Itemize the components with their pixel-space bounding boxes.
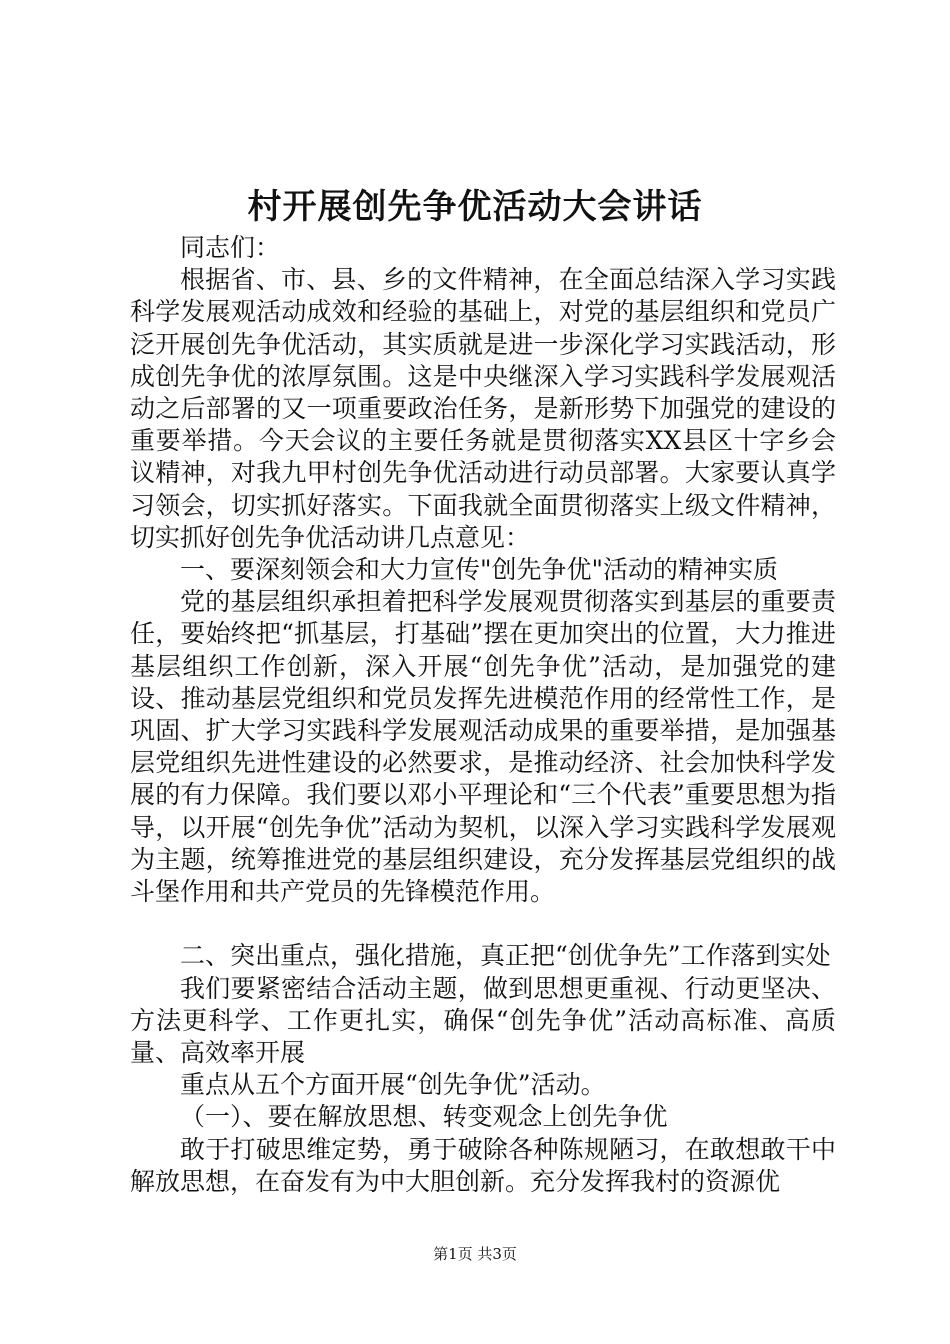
paragraph-five-aspects: 重点从五个方面开展“创先争优”活动。 — [180, 1070, 606, 1100]
greeting: 同志们： — [180, 233, 281, 262]
section-heading-1: 一、要深刻领会和大力宣传"创先争优"活动的精神实质 — [180, 555, 779, 585]
paragraph-section-2: 我们要紧密结合活动主题，做到思想更重视、行动更坚决、方法更科学、工作更扎实，确保“创先争优”活动高标准、高质量、高效率开展 — [130, 973, 836, 1068]
page-number-footer: 第1页 共3页 — [433, 1245, 517, 1263]
paragraph-subsection-1: 敢于打破思维定势，勇于破除各种陈规陋习，在敢想敢干中解放思想，在奋发有为中大胆创新。充分发挥我村的资源优 — [130, 1134, 836, 1196]
document-title: 村开展创先争优活动大会讲话 — [247, 187, 703, 227]
subsection-heading-1: （一）、要在解放思想、转变观念上创先争优 — [180, 1102, 668, 1132]
paragraph-section-1: 党的基层组织承担着把科学发展观贯彻落实到基层的重要责任，要始终把“抓基层，打基础”摆在更加突出的位置，大力推进基层组织工作创新，深入开展“创先争优”活动，是加强党的建设、推动基层党组织和党员发挥先进模范作用的经常性工作，是巩固、扩大学习实践科学发展观活动成果的重要举措，是加强基层党组织先进性建设的必然要求，是推动经济、社会加快科学发展的有力保障。我们要以邓小平理论和“三个代表”重要思想为指导，以开展“创先争优”活动为契机，以深入学习实践科学发展观为主题，统筹推进党的基层组织建设，充分发挥基层党组织的战斗堡作用和共产党员的先锋模范作用。 — [130, 587, 836, 907]
paragraph-intro: 根据省、市、县、乡的文件精神，在全面总结深入学习实践科学发展观活动成效和经验的基础上，对党的基层组织和党员广泛开展创先争优活动，其实质就是进一步深化学习实践活动，形成创先争优的浓厚氛围。这是中央继深入学习实践科学发展观活动之后部署的又一项重要政治任务，是新形势下加强党的建设的重要举措。今天会议的主要任务就是贯彻落实XX县区十字乡会议精神，对我九甲村创先争优活动进行动员部署。大家要认真学习领会，切实抓好落实。下面我就全面贯彻落实上级文件精神，切实抓好创先争优活动讲几点意见： — [130, 265, 836, 552]
paragraph-spacer — [130, 908, 836, 940]
document-body — [130, 232, 836, 1198]
section-heading-2: 二、突出重点，强化措施，真正把“创优争先”工作落到实处 — [180, 941, 831, 971]
